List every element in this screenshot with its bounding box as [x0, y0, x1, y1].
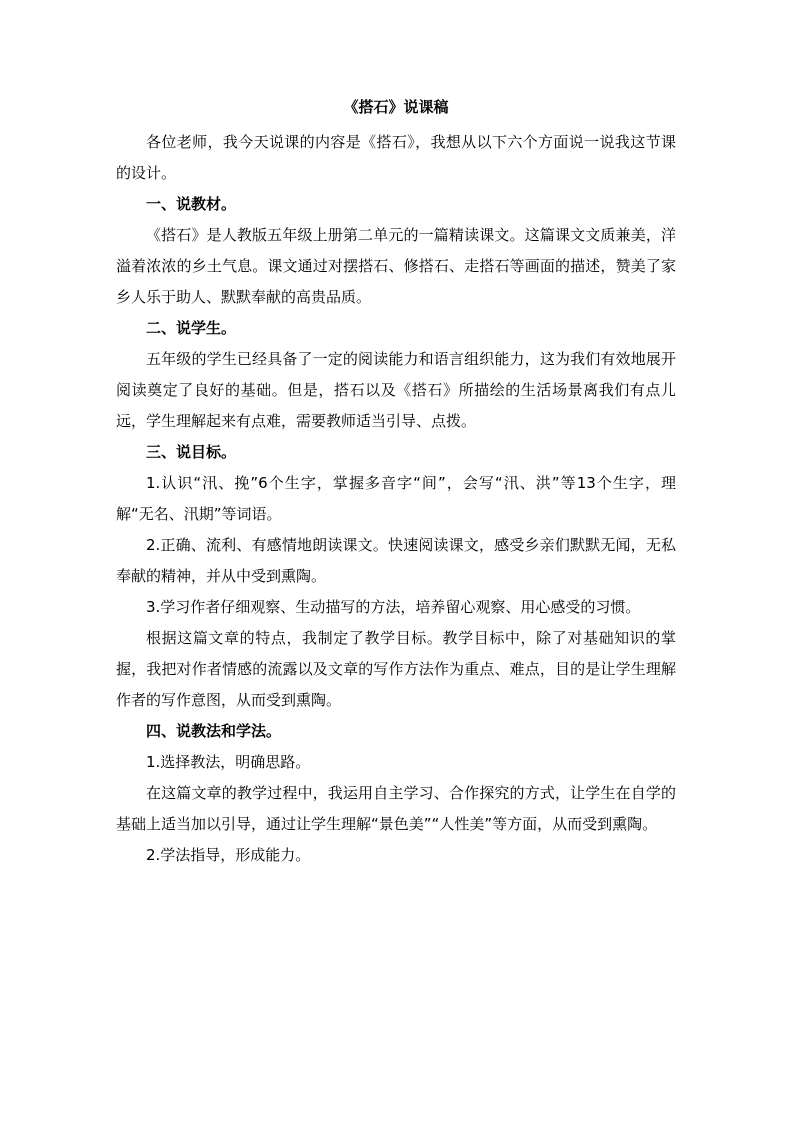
section-heading-goals: 三、说目标。 — [146, 443, 237, 461]
methods-paragraph: 在这篇文章的教学过程中，我运用自主学习、合作探究的方式，让学生在自学的基础上适当加以引导，通过让学生理解“景色美”“人性美”等方面，从而受到熏陶。 — [116, 784, 676, 833]
section-heading-students: 二、说学生。 — [146, 319, 237, 337]
goal-item-2: 2.正确、流利、有感情地朗读课文。快速阅读课文，感受乡亲们默默无闻，无私奉献的精神，并从中受到熏陶。 — [116, 536, 676, 585]
section-heading-textbook: 一、说教材。 — [146, 195, 237, 213]
document-title: 《搭石》说课稿 — [343, 98, 449, 116]
document-content — [116, 95, 676, 871]
method-item-2: 2.学法指导，形成能力。 — [146, 846, 311, 864]
goals-paragraph: 根据这篇文章的特点，我制定了教学目标。教学目标中，除了对基础知识的掌握，我把对作者情感的流露以及文章的写作方法作为重点、难点，目的是让学生理解作者的写作意图，从而受到熏陶。 — [116, 629, 676, 709]
method-item-1: 1.选择教法，明确思路。 — [146, 753, 311, 771]
students-paragraph: 五年级的学生已经具备了一定的阅读能力和语言组织能力，这为我们有效地展开阅读奠定了良好的基础。但是，搭石以及《搭石》所描绘的生活场景离我们有点儿远，学生理解起来有点难，需要教师适当引导、点拨。 — [116, 350, 676, 430]
goal-item-3: 3.学习作者仔细观察、生动描写的方法，培养留心观察、用心感受的习惯。 — [146, 598, 641, 616]
textbook-paragraph: 《搭石》是人教版五年级上册第二单元的一篇精读课文。这篇课文文质兼美，洋溢着浓浓的乡土气息。课文通过对摆搭石、修搭石、走搭石等画面的描述，赞美了家乡人乐于助人、默默奉献的高贵品质。 — [116, 226, 676, 306]
goal-item-1: 1.认识“汛、挽”6个生字，掌握多音字“间”，会写“汛、洪”等13个生字，理解“无名、汛期”等词语。 — [116, 474, 676, 523]
section-heading-methods: 四、说教法和学法。 — [146, 722, 282, 740]
intro-paragraph: 各位老师，我今天说课的内容是《搭石》，我想从以下六个方面说一说我这节课的设计。 — [116, 133, 676, 182]
